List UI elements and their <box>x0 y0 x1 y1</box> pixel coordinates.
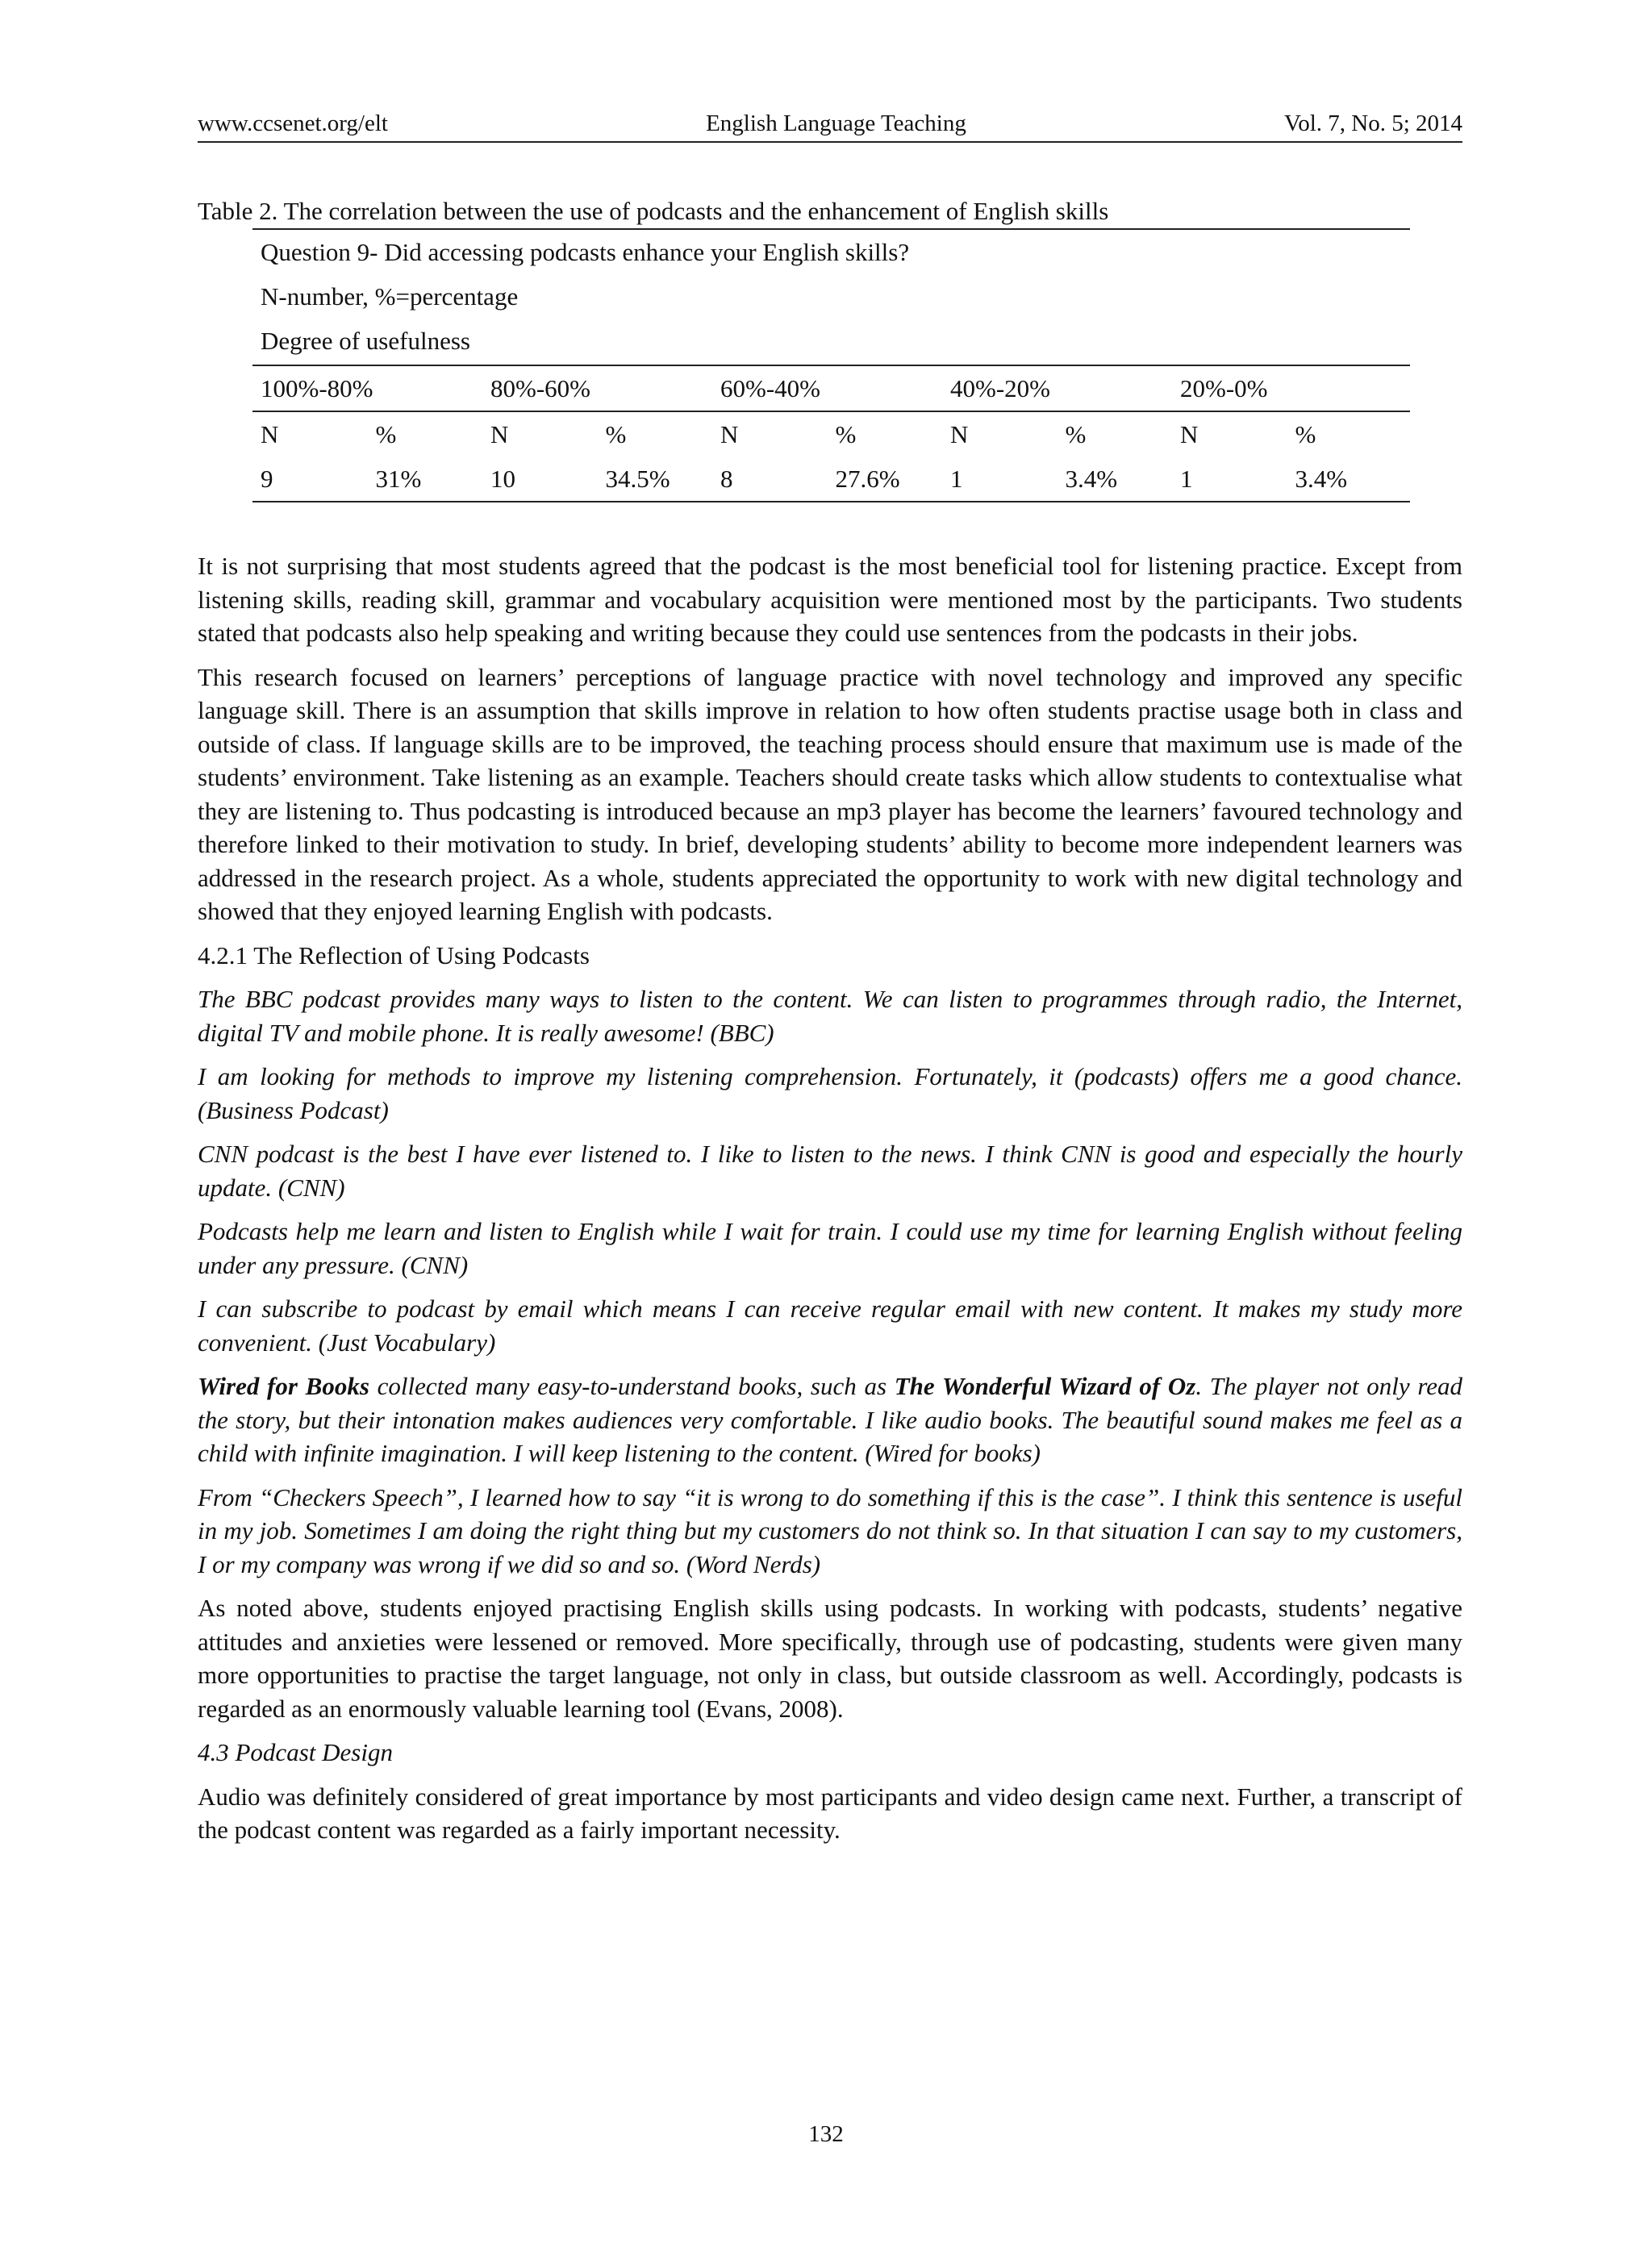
value-cell: 3.4% <box>1295 465 1348 493</box>
value-cell: 27.6% <box>835 465 900 493</box>
value-cell: 34.5% <box>605 465 670 493</box>
range-cell: 80%-60% <box>490 374 590 402</box>
subheader-cell: N <box>261 420 279 448</box>
value-cell: 8 <box>720 465 733 493</box>
range-cell: 20%-0% <box>1180 374 1268 402</box>
value-cell: 3.4% <box>1065 465 1118 493</box>
student-quote: CNN podcast is the best I have ever listened to. I like to listen to the news. I think CNN is good and especially the hourly update. (CNN) <box>198 1140 1462 1202</box>
value-cell: 1 <box>950 465 963 493</box>
table-subheader-row <box>252 412 1410 457</box>
range-cell: 100%-80% <box>261 374 373 402</box>
subheader-cell: % <box>1065 420 1087 448</box>
results-table <box>252 228 1410 502</box>
table-degree-label: Degree of usefulness <box>261 327 470 355</box>
student-quote <box>198 1370 1462 1470</box>
journal-title: English Language Teaching <box>706 110 966 136</box>
subheader-cell: N <box>490 420 509 448</box>
table-value-row <box>252 457 1410 501</box>
value-cell: 10 <box>490 465 515 493</box>
value-cell: 1 <box>1180 465 1193 493</box>
range-cell: 60%-40% <box>720 374 820 402</box>
subheader-cell: % <box>605 420 627 448</box>
subheader-cell: N <box>950 420 969 448</box>
book-title: The Wonderful Wizard of Oz <box>894 1372 1196 1400</box>
page-content <box>198 109 1462 1857</box>
subheader-cell: % <box>835 420 857 448</box>
paragraph: It is not surprising that most students agreed that the podcast is the most beneficial tool for listening practice. Except from listening skills, reading skill, grammar and vocabulary acquisition were mentioned most by the participants. Two students stated that podcasts also help speaking and writing because they could use sentences from the podcasts in their jobs. <box>198 552 1462 647</box>
table-caption: Table 2. The correlation between the use of podcasts and the enhancement of English skills <box>198 197 1109 225</box>
table-range-header <box>252 365 1410 412</box>
section-heading-4-3: 4.3 Podcast Design <box>198 1738 393 1766</box>
body-text <box>198 549 1462 1847</box>
student-quote: I can subscribe to podcast by email which means I can receive regular email with new content. It makes my study more convenient. (Just Vocabulary) <box>198 1295 1462 1357</box>
student-quote: I am looking for methods to improve my listening comprehension. Fortunately, it (podcasts) offers me a good chance. (Business Podcast) <box>198 1062 1462 1124</box>
volume-info: Vol. 7, No. 5; 2014 <box>1283 110 1462 136</box>
value-cell: 9 <box>261 465 273 493</box>
quote-text: . The player not only read the story, but their intonation makes audiences very comfortable. I like audio books. The beautiful sound makes me feel as a child with infinite imagination. I will keep listening to the content. (Wired for books) <box>198 1372 1463 1467</box>
quote-text: collected many easy-to-understand books, such as <box>369 1372 895 1400</box>
book-source-name: Wired for Books <box>198 1372 369 1400</box>
paragraph: Audio was definitely considered of great importance by most participants and video design came next. Further, a transcript of the podcast content was regarded as a fairly important necessity. <box>198 1782 1462 1844</box>
subheader-cell: % <box>375 420 397 448</box>
student-quote: The BBC podcast provides many ways to listen to the content. We can listen to programmes through radio, the Internet, digital TV and mobile phone. It is really awesome! (BBC) <box>198 985 1462 1047</box>
range-cell: 40%-20% <box>950 374 1050 402</box>
table-question: Question 9- Did accessing podcasts enhance your English skills? <box>261 238 910 266</box>
subheader-cell: N <box>720 420 739 448</box>
page-number: 132 <box>808 2121 844 2147</box>
journal-url: www.ccsenet.org/elt <box>198 110 388 136</box>
subheader-cell: N <box>1180 420 1199 448</box>
subheader-cell: % <box>1295 420 1316 448</box>
student-quote: Podcasts help me learn and listen to English while I wait for train. I could use my time for learning English without feeling under any pressure. (CNN) <box>198 1217 1462 1279</box>
paragraph: This research focused on learners’ perceptions of language practice with novel technology and improved any specific language skill. There is an assumption that skills improve in relation to how often students practise usage both in class and outside of class. If language skills are to be improved, the teaching process should ensure that maximum use is made of the students’ environment. Take listening as an example. Teachers should create tasks which allow students to contextualise what they are listening to. Thus podcasting is introduced because an mp3 player has become the learners’ favoured technology and therefore linked to their motivation to study. In brief, developing students’ ability to become more independent learners was addressed in the research project. As a whole, students appreciated the opportunity to work with new digital technology and showed that they enjoyed learning English with podcasts. <box>198 662 1462 925</box>
student-quote: From “Checkers Speech”, I learned how to say “it is wrong to do something if this is the case”. I think this sentence is useful in my job. Sometimes I am doing the right thing but my customers do not think so. In that situation I can say to my customers, I or my company was wrong if we did so and so. (Word Nerds) <box>198 1482 1462 1578</box>
table-question-block <box>252 230 1410 365</box>
paragraph: As noted above, students enjoyed practising English skills using podcasts. In working with podcasts, students’ negative attitudes and anxieties were lessened or removed. More specifically, through use of podcasting, students were given many more opportunities to practise the target language, not only in class, but outside classroom as well. Accordingly, podcasts is regarded as an enormously valuable learning tool (Evans, 2008). <box>198 1594 1462 1723</box>
table-legend: N-number, %=percentage <box>261 282 519 311</box>
running-header <box>198 109 1462 143</box>
section-heading-4-2-1: 4.2.1 The Reflection of Using Podcasts <box>198 940 590 969</box>
value-cell: 31% <box>375 465 422 493</box>
